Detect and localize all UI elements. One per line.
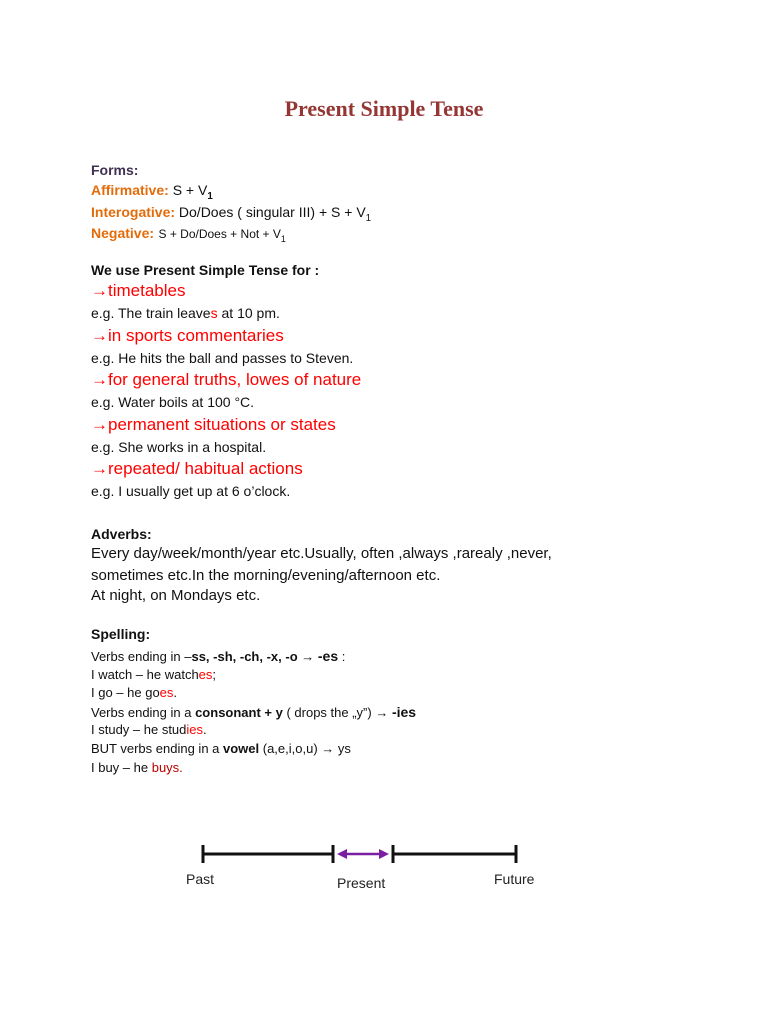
use-example-repeated: e.g. I usually get up at 6 o’clock. bbox=[91, 483, 291, 499]
spelling-example-buy: I buy – he buys. bbox=[91, 760, 183, 775]
spelling-example-watch: I watch – he watches; bbox=[91, 667, 217, 682]
affirmative-subscript: 1 bbox=[207, 190, 213, 202]
use-label-permanent: →permanent situations or states bbox=[91, 415, 336, 434]
affirmative-formula: S + V bbox=[172, 182, 208, 198]
spelling-example-study: I study – he studies. bbox=[91, 722, 207, 737]
spelling-heading: Spelling: bbox=[91, 626, 151, 642]
timeline-label-future: Future bbox=[494, 871, 535, 887]
page-title: Present Simple Tense bbox=[284, 96, 484, 121]
interrogative-subscript: 1 bbox=[365, 212, 372, 224]
adverbs-line-2: sometimes etc.In the morning/evening/afternoon etc. bbox=[91, 567, 441, 584]
negative-line bbox=[91, 225, 286, 244]
timeline-diagram bbox=[180, 838, 580, 918]
use-label-sports: →in sports commentaries bbox=[91, 326, 284, 345]
timeline-arrowhead-left bbox=[337, 849, 347, 859]
use-example-sports: e.g. He hits the ball and passes to Steven. bbox=[91, 350, 354, 366]
spelling-rule-ies: Verbs ending in a consonant + y ( drops the „y”) → -ies bbox=[91, 704, 417, 720]
adverbs-line-1: Every day/week/month/year etc.Usually, often ,always ,rarealy ,never, bbox=[91, 545, 552, 562]
timeline-arrowhead-right bbox=[379, 849, 389, 859]
negative-subscript: 1 bbox=[280, 234, 286, 245]
use-example-truths: e.g. Water boils at 100 °C. bbox=[91, 394, 255, 410]
interrogative-line bbox=[91, 204, 371, 224]
negative-formula: S + Do/Does + Not + V bbox=[158, 227, 281, 241]
uses-heading: We use Present Simple Tense for : bbox=[91, 262, 320, 278]
use-label-truths: →for general truths, lowes of nature bbox=[91, 370, 362, 389]
timeline-label-past: Past bbox=[186, 871, 215, 887]
adverbs-heading: Adverbs: bbox=[91, 526, 152, 542]
forms-heading: Forms: bbox=[91, 162, 139, 178]
spelling-example-go: I go – he goes. bbox=[91, 685, 178, 700]
timeline-label-present: Present bbox=[337, 875, 386, 891]
adverbs-line-3: At night, on Mondays etc. bbox=[91, 587, 261, 604]
use-label-timetables: →timetables bbox=[91, 281, 186, 300]
spelling-rule-es: Verbs ending in –ss, -sh, -ch, -x, -o → -es : bbox=[91, 648, 346, 664]
spelling-rule-ys: BUT verbs ending in a vowel (a,e,i,o,u) → ys bbox=[91, 741, 351, 756]
use-label-repeated: →repeated/ habitual actions bbox=[91, 459, 303, 478]
interrogative-label: Interogative: bbox=[91, 204, 176, 220]
affirmative-label: Affirmative: bbox=[91, 182, 169, 198]
interrogative-formula: Do/Does ( singular III) + S + V bbox=[178, 204, 366, 220]
use-example-timetables: e.g. The train leaves at 10 pm. bbox=[91, 305, 280, 321]
use-example-permanent: e.g. She works in a hospital. bbox=[91, 439, 267, 455]
affirmative-line bbox=[91, 182, 213, 202]
negative-label: Negative: bbox=[91, 225, 155, 241]
